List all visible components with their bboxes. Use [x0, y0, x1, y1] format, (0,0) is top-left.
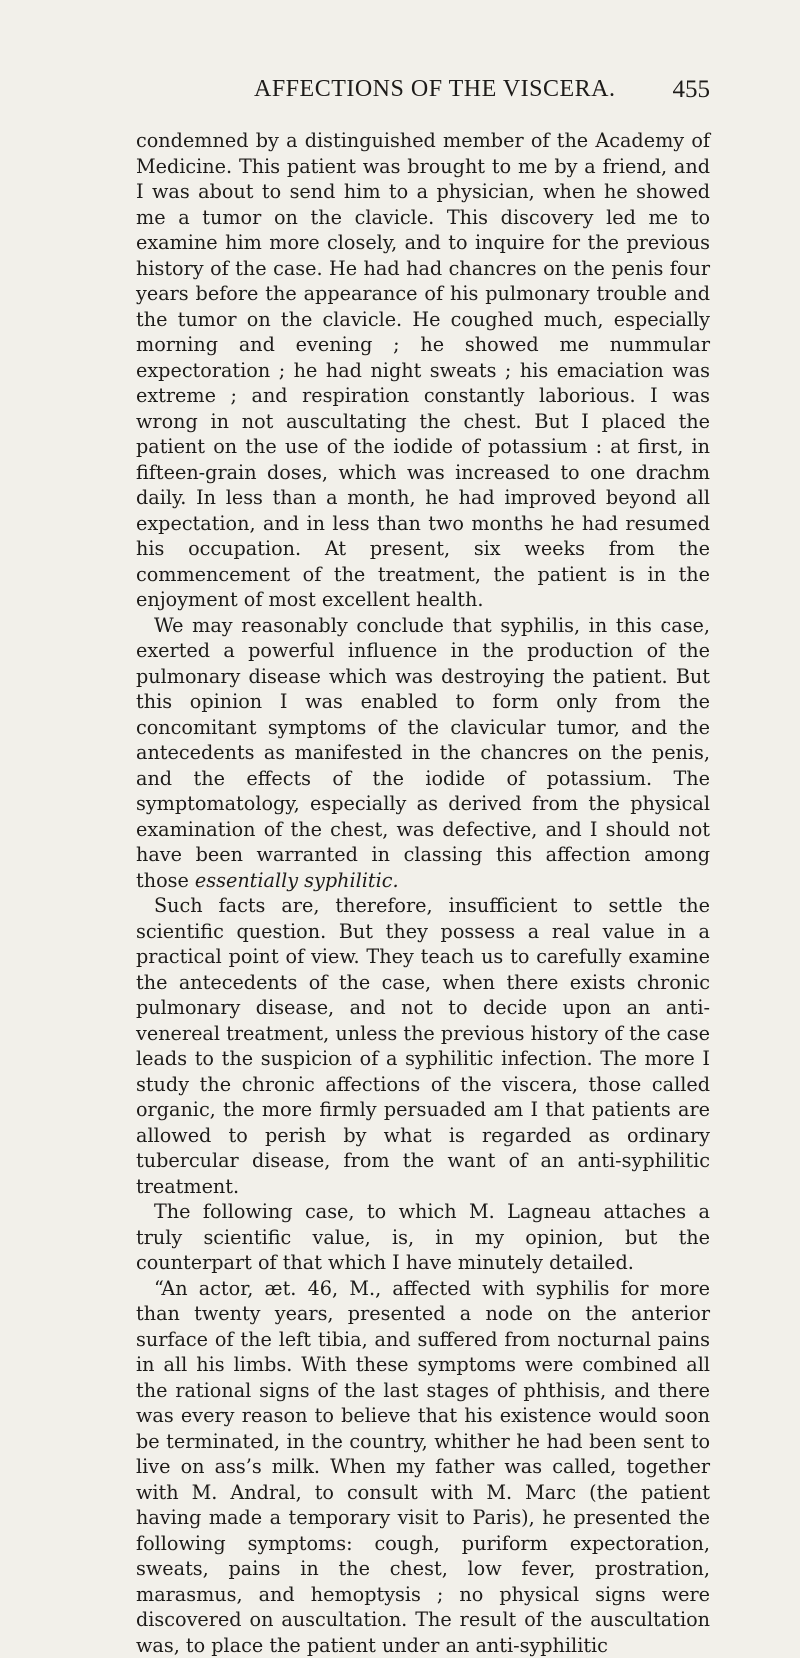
paragraph-4: The following case, to which M. Lagneau attaches a truly scientific value, is, in my opinion, but the counterpart of that which I have minutely detailed. [136, 1199, 710, 1276]
italic-phrase: essentially syphilitic. [195, 869, 399, 892]
running-head [136, 76, 710, 116]
paragraph-2 [136, 613, 710, 894]
paragraph-2-text: We may reasonably conclude that syphilis, in this case, exerted a powerful influence in the production of the pulmonary disease which was destroying the patient. But this opinion I was enabled to form only from the concomitant symptoms of the clavicular tumor, and the antecedents as manifested in the chancres on the penis, and the effects of the iodide of potassium. The symptomatology, especially as derived from the physical examination of the chest, was defective, and I should not have been warranted in classing this affection among those [136, 614, 710, 892]
paragraph-5: “An actor, æt. 46, M., affected with syphilis for more than twenty years, presented a node on the anterior surface of the left tibia, and suffered from nocturnal pains in all his limbs. With these symptoms were combined all the rational signs of the last stages of phthisis, and there was every reason to believe that his existence would soon be terminated, in the country, whither he had been sent to live on ass’s milk. When my father was called, together with M. Andral, to consult with M. Marc (the patient having made a temporary visit to Paris), he presented the following symptoms: cough, puriform expectoration, sweats, pains in the chest, low fever, prostration, marasmus, and hemoptysis ; no physical signs were discovered on auscultation. The result of the auscultation was, to place the patient under an anti-syphilitic [136, 1276, 710, 1658]
paragraph-1: condemned by a distinguished member of the Academy of Medicine. This patient was brought to me by a friend, and I was about to send him to a physician, when he showed me a tumor on the clavicle. This discovery led me to examine him more closely, and to inquire for the previous history of the case. He had had chancres on the penis four years before the appearance of his pulmonary trouble and the tumor on the clavicle. He coughed much, especially morning and evening ; he showed me nummular expectoration ; he had night sweats ; his emaciation was extreme ; and respiration constantly laborious. I was wrong in not auscultating the chest. But I placed the patient on the use of the iodide of potassium : at first, in fifteen-grain doses, which was increased to one drachm daily. In less than a month, he had improved beyond all expectation, and in less than two months he had resumed his occupation. At present, six weeks from the commencement of the treatment, the patient is in the enjoyment of most excellent health. [136, 128, 710, 613]
page-number: 455 [673, 76, 711, 104]
paragraph-3: Such facts are, therefore, insufficient to settle the scientific question. But they possess a real value in a practical point of view. They teach us to carefully examine the antecedents of the case, when there exists chronic pulmonary disease, and not to decide upon an anti-venereal treatment, unless the previous history of the case leads to the suspicion of a syphilitic infection. The more I study the chronic affections of the viscera, those called organic, the more firmly persuaded am I that patients are allowed to perish by what is regarded as ordinary tubercular disease, from the want of an anti-syphilitic treatment. [136, 893, 710, 1199]
running-title: AFFECTIONS OF THE VISCERA. [254, 76, 616, 103]
body-text [136, 128, 710, 1658]
